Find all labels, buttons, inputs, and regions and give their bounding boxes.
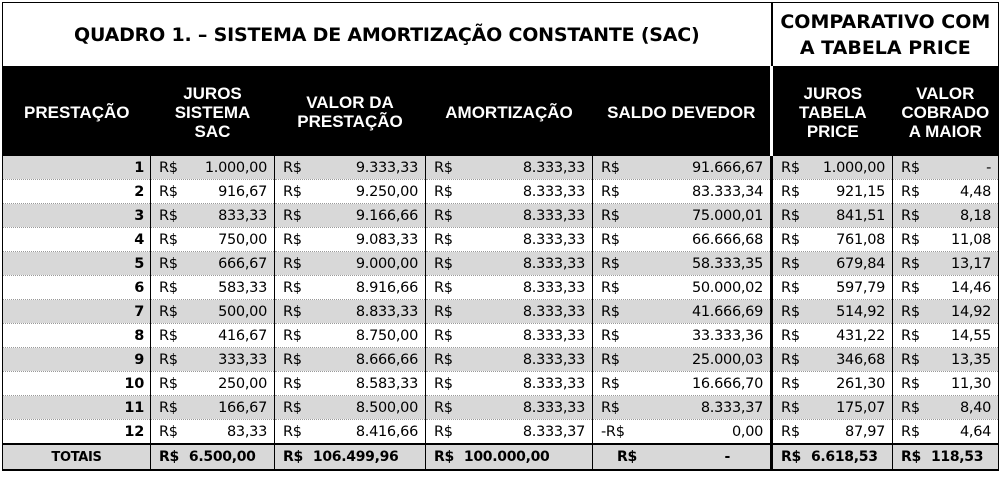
cell-juros-sac-value: 666,67: [218, 255, 267, 272]
cell-juros-price-currency: R$: [781, 159, 800, 176]
cell-valor-prestacao-value: 8.750,00: [355, 327, 418, 344]
totals-saldo-value: -: [724, 449, 731, 465]
cell-juros-sac-currency: R$: [159, 375, 178, 392]
cell-amortizacao: [426, 252, 593, 276]
cell-valor-cobrado-currency: R$: [901, 327, 920, 344]
header-valor-prestacao-line2: PRESTAÇÃO: [297, 112, 403, 131]
cell-juros-sac: [151, 204, 275, 228]
comparison-title-line2: A TABELA PRICE: [799, 36, 971, 59]
cell-juros-price: [772, 420, 893, 445]
cell-juros-price-currency: R$: [781, 423, 800, 440]
totals-prestacao: [275, 444, 426, 470]
table-row: [3, 372, 999, 396]
cell-saldo-devedor: [593, 300, 772, 324]
cell-juros-price-value: 261,30: [836, 375, 886, 392]
cell-valor-cobrado: [893, 204, 999, 228]
cell-saldo-devedor-currency: R$: [601, 279, 620, 296]
totals-prestacao-value: 106.499,96: [312, 449, 399, 465]
cell-valor-cobrado-currency: R$: [901, 255, 920, 272]
cell-saldo-devedor-value: 75.000,01: [691, 207, 764, 224]
cell-valor-cobrado-currency: R$: [901, 183, 920, 200]
cell-valor-prestacao-value: 8.583,33: [355, 375, 418, 392]
cell-juros-price-currency: R$: [781, 327, 800, 344]
cell-juros-sac-value: 583,33: [218, 279, 267, 296]
cell-valor-prestacao-value: 9.333,33: [355, 159, 418, 176]
cell-amortizacao: [426, 324, 593, 348]
cell-amortizacao-currency: R$: [434, 303, 453, 320]
header-row: [3, 67, 999, 156]
cell-juros-price: [772, 180, 893, 204]
cell-valor-prestacao-value: 8.416,66: [355, 423, 418, 440]
cell-valor-prestacao-value: 8.666,66: [355, 351, 418, 368]
cell-juros-sac-value: 416,67: [218, 327, 267, 344]
cell-valor-prestacao-currency: R$: [283, 351, 302, 368]
cell-amortizacao-currency: R$: [434, 423, 453, 440]
table-row: [3, 420, 999, 445]
cell-valor-cobrado-value: 11,08: [951, 231, 992, 248]
totals-cobrado-currency: R$: [901, 449, 921, 465]
cell-juros-price-value: 597,79: [836, 279, 886, 296]
cell-juros-sac-currency: R$: [159, 231, 178, 248]
cell-saldo-devedor: [593, 204, 772, 228]
cell-saldo-devedor-currency: R$: [601, 207, 620, 224]
cell-valor-prestacao-value: 9.166,66: [355, 207, 418, 224]
cell-juros-price-value: 175,07: [836, 399, 886, 416]
cell-juros-price-value: 346,68: [836, 351, 886, 368]
totals-saldo-currency: R$: [617, 449, 637, 465]
cell-valor-cobrado: [893, 228, 999, 252]
cell-valor-cobrado-value: 14,55: [951, 327, 992, 344]
cell-valor-cobrado: [893, 396, 999, 420]
cell-juros-sac-currency: R$: [159, 159, 178, 176]
cell-amortizacao-currency: R$: [434, 351, 453, 368]
cell-juros-price-currency: R$: [781, 303, 800, 320]
cell-amortizacao-currency: R$: [434, 231, 453, 248]
cell-valor-prestacao-value: 9.000,00: [355, 255, 418, 272]
cell-valor-prestacao: [275, 348, 426, 372]
table-row: [3, 252, 999, 276]
cell-juros-price-currency: R$: [781, 351, 800, 368]
cell-saldo-devedor-currency: R$: [601, 327, 620, 344]
cell-valor-cobrado: [893, 420, 999, 445]
cell-saldo-devedor-currency: R$: [601, 231, 620, 248]
cell-valor-cobrado: [893, 372, 999, 396]
cell-saldo-devedor-value: 25.000,03: [691, 351, 764, 368]
cell-saldo-devedor-currency: R$: [601, 375, 620, 392]
cell-juros-price-value: 431,22: [836, 327, 886, 344]
cell-saldo-devedor: [593, 348, 772, 372]
totals-juros-currency: R$: [159, 449, 179, 465]
cell-valor-prestacao-value: 8.500,00: [355, 399, 418, 416]
cell-amortizacao-currency: R$: [434, 279, 453, 296]
cell-saldo-devedor: [593, 228, 772, 252]
cell-amortizacao-value: 8.333,33: [522, 375, 585, 392]
cell-saldo-devedor-currency: R$: [601, 183, 620, 200]
cell-juros-sac: [151, 324, 275, 348]
cell-valor-cobrado-currency: R$: [901, 231, 920, 248]
header-valor-prestacao-line1: VALOR DA: [306, 93, 394, 112]
totals-saldo: [593, 444, 772, 470]
cell-juros-price: [772, 204, 893, 228]
cell-juros-sac-value: 166,67: [218, 399, 267, 416]
cell-amortizacao-currency: R$: [434, 399, 453, 416]
cell-valor-prestacao: [275, 204, 426, 228]
row-number: 6: [3, 276, 151, 300]
cell-amortizacao: [426, 300, 593, 324]
cell-amortizacao: [426, 204, 593, 228]
cell-saldo-devedor-value: 83.333,34: [691, 183, 764, 200]
comparison-title-line1: COMPARATIVO COM: [780, 10, 991, 33]
cell-saldo-devedor-value: 16.666,70: [691, 375, 764, 392]
cell-valor-cobrado: [893, 276, 999, 300]
cell-juros-sac-currency: R$: [159, 207, 178, 224]
cell-amortizacao: [426, 180, 593, 204]
comparison-title: [772, 3, 999, 68]
cell-juros-sac-value: 1.000,00: [204, 159, 267, 176]
cell-valor-prestacao-value: 9.250,00: [355, 183, 418, 200]
header-juros-price: [772, 67, 893, 156]
sac-table-sheet: [2, 2, 998, 500]
table-title: QUADRO 1. – SISTEMA DE AMORTIZAÇÃO CONSTANTE (SAC): [3, 3, 772, 68]
cell-saldo-devedor-currency: R$: [601, 351, 620, 368]
cell-saldo-devedor: [593, 396, 772, 420]
table-row: [3, 324, 999, 348]
table-row: [3, 276, 999, 300]
cell-juros-price: [772, 324, 893, 348]
cell-juros-price-currency: R$: [781, 375, 800, 392]
cell-juros-sac-currency: R$: [159, 399, 178, 416]
cell-juros-price: [772, 156, 893, 180]
cell-saldo-devedor: [593, 324, 772, 348]
cell-valor-prestacao: [275, 372, 426, 396]
cell-juros-sac: [151, 372, 275, 396]
cell-saldo-devedor: [593, 156, 772, 180]
cell-saldo-devedor: [593, 252, 772, 276]
cell-juros-sac: [151, 180, 275, 204]
cell-juros-sac-currency: R$: [159, 255, 178, 272]
cell-valor-cobrado-currency: R$: [901, 279, 920, 296]
cell-juros-sac: [151, 252, 275, 276]
cell-juros-sac-currency: R$: [159, 423, 178, 440]
cell-valor-cobrado-value: 14,46: [951, 279, 992, 296]
cell-valor-cobrado-currency: R$: [901, 375, 920, 392]
cell-valor-prestacao: [275, 300, 426, 324]
cell-juros-sac-value: 916,67: [218, 183, 267, 200]
cell-amortizacao: [426, 348, 593, 372]
cell-saldo-devedor-value: 8.333,37: [700, 399, 764, 416]
cell-saldo-devedor-currency: R$: [601, 303, 620, 320]
cell-amortizacao: [426, 372, 593, 396]
cell-juros-sac-value: 333,33: [218, 351, 267, 368]
cell-juros-sac: [151, 228, 275, 252]
cell-amortizacao-currency: R$: [434, 207, 453, 224]
header-valor-cobrado-line1: VALOR: [916, 83, 975, 103]
cell-juros-sac: [151, 156, 275, 180]
cell-valor-cobrado-value: -: [986, 159, 992, 176]
row-number: 2: [3, 180, 151, 204]
cell-valor-prestacao-currency: R$: [283, 399, 302, 416]
cell-valor-prestacao: [275, 420, 426, 445]
row-number: 11: [3, 396, 151, 420]
cell-valor-cobrado-currency: R$: [901, 351, 920, 368]
cell-valor-prestacao: [275, 180, 426, 204]
cell-juros-price: [772, 252, 893, 276]
cell-valor-prestacao: [275, 276, 426, 300]
totals-juros-price-value: 6.618,53: [810, 449, 878, 465]
cell-amortizacao: [426, 396, 593, 420]
table-row: [3, 348, 999, 372]
row-number: 7: [3, 300, 151, 324]
cell-amortizacao-currency: R$: [434, 327, 453, 344]
cell-valor-prestacao: [275, 252, 426, 276]
totals-juros-value: 6.500,00: [188, 449, 256, 465]
cell-saldo-devedor-value: 50.000,02: [691, 279, 764, 296]
cell-valor-cobrado-currency: R$: [901, 399, 920, 416]
header-saldo-devedor: SALDO DEVEDOR: [593, 67, 772, 156]
totals-amortizacao: [426, 444, 593, 470]
cell-valor-cobrado-value: 13,35: [951, 351, 992, 368]
table-row: [3, 396, 999, 420]
table-body: [3, 156, 999, 444]
row-number: 4: [3, 228, 151, 252]
cell-amortizacao-value: 8.333,33: [522, 255, 585, 272]
cell-amortizacao: [426, 276, 593, 300]
cell-valor-cobrado-currency: R$: [901, 159, 920, 176]
cell-valor-prestacao: [275, 324, 426, 348]
cell-valor-prestacao: [275, 156, 426, 180]
header-valor-prestacao: [275, 67, 426, 156]
totals-juros-price: [772, 444, 893, 470]
cell-juros-price-currency: R$: [781, 399, 800, 416]
cell-amortizacao-value: 8.333,37: [522, 423, 585, 440]
cell-juros-sac-currency: R$: [159, 183, 178, 200]
cell-saldo-devedor: [593, 180, 772, 204]
row-number: 1: [3, 156, 151, 180]
cell-saldo-devedor: [593, 276, 772, 300]
cell-valor-prestacao-currency: R$: [283, 423, 302, 440]
row-number: 5: [3, 252, 151, 276]
cell-juros-sac-currency: R$: [159, 351, 178, 368]
cell-valor-cobrado: [893, 324, 999, 348]
cell-juros-sac: [151, 300, 275, 324]
cell-saldo-devedor-currency: R$: [601, 399, 620, 416]
cell-juros-price-value: 514,92: [836, 303, 886, 320]
cell-juros-sac-currency: R$: [159, 279, 178, 296]
cell-juros-sac-value: 500,00: [218, 303, 267, 320]
header-juros-sac: [151, 67, 275, 156]
totals-row: [3, 444, 999, 470]
header-valor-cobrado: [893, 67, 999, 156]
cell-juros-sac: [151, 396, 275, 420]
totals-cobrado-value: 118,53: [930, 449, 984, 465]
cell-valor-prestacao-currency: R$: [283, 303, 302, 320]
cell-juros-price: [772, 228, 893, 252]
sac-table: [2, 2, 999, 471]
header-juros-sac-line2: SISTEMA: [174, 102, 251, 122]
cell-saldo-devedor-value: 91.666,67: [691, 159, 764, 176]
cell-juros-price-currency: R$: [781, 183, 800, 200]
totals-juros: [151, 444, 275, 470]
cell-juros-sac-value: 83,33: [226, 423, 267, 440]
cell-amortizacao-currency: R$: [434, 159, 453, 176]
cell-juros-price-currency: R$: [781, 279, 800, 296]
cell-juros-sac-currency: R$: [159, 303, 178, 320]
cell-saldo-devedor-currency: R$: [601, 159, 620, 176]
cell-valor-prestacao-value: 8.916,66: [355, 279, 418, 296]
cell-juros-sac-value: 750,00: [218, 231, 267, 248]
cell-amortizacao-currency: R$: [434, 183, 453, 200]
cell-amortizacao: [426, 156, 593, 180]
cell-juros-price-value: 1.000,00: [822, 159, 886, 176]
cell-saldo-devedor: [593, 372, 772, 396]
totals-cobrado: [893, 444, 999, 470]
cell-juros-price-value: 841,51: [836, 207, 886, 224]
cell-amortizacao-value: 8.333,33: [522, 399, 585, 416]
cell-amortizacao-value: 8.333,33: [522, 327, 585, 344]
cell-valor-cobrado-value: 13,17: [951, 255, 992, 272]
cell-juros-price: [772, 348, 893, 372]
totals-prestacao-currency: R$: [283, 449, 303, 465]
totals-juros-price-currency: R$: [781, 449, 801, 465]
cell-amortizacao-value: 8.333,33: [522, 231, 585, 248]
cell-valor-cobrado-currency: R$: [901, 303, 920, 320]
cell-juros-price-value: 761,08: [836, 231, 886, 248]
cell-valor-prestacao-value: 9.083,33: [355, 231, 418, 248]
row-number: 3: [3, 204, 151, 228]
cell-juros-price: [772, 276, 893, 300]
cell-juros-price-value: 921,15: [836, 183, 886, 200]
cell-valor-prestacao-currency: R$: [283, 231, 302, 248]
header-valor-cobrado-line3: A MAIOR: [908, 121, 982, 141]
cell-amortizacao: [426, 420, 593, 445]
cell-amortizacao-value: 8.333,33: [522, 207, 585, 224]
cell-amortizacao-currency: R$: [434, 255, 453, 272]
row-number: 12: [3, 420, 151, 445]
header-juros-price-line3: PRICE: [806, 121, 859, 141]
row-number: 8: [3, 324, 151, 348]
table-row: [3, 204, 999, 228]
header-juros-sac-line3: SAC: [194, 121, 231, 141]
cell-saldo-devedor: [593, 420, 772, 445]
cell-amortizacao-value: 8.333,33: [522, 279, 585, 296]
cell-valor-prestacao: [275, 228, 426, 252]
cell-valor-cobrado-currency: R$: [901, 423, 920, 440]
cell-juros-sac: [151, 420, 275, 445]
cell-valor-prestacao-currency: R$: [283, 255, 302, 272]
totals-amortizacao-value: 100.000,00: [463, 449, 550, 465]
header-juros-price-line2: TABELA: [798, 102, 867, 122]
title-row: [3, 3, 999, 68]
cell-valor-cobrado: [893, 180, 999, 204]
cell-valor-prestacao-value: 8.833,33: [355, 303, 418, 320]
cell-amortizacao-value: 8.333,33: [522, 303, 585, 320]
cell-amortizacao: [426, 228, 593, 252]
cell-valor-prestacao-currency: R$: [283, 159, 302, 176]
cell-saldo-devedor-value: 66.666,68: [691, 231, 764, 248]
cell-valor-prestacao-currency: R$: [283, 375, 302, 392]
cell-juros-price: [772, 396, 893, 420]
table-row: [3, 156, 999, 180]
cell-valor-cobrado-value: 14,92: [951, 303, 992, 320]
cell-valor-cobrado-currency: R$: [901, 207, 920, 224]
header-valor-cobrado-line2: COBRADO: [901, 102, 990, 122]
cell-valor-cobrado: [893, 300, 999, 324]
cell-amortizacao-value: 8.333,33: [522, 159, 585, 176]
cell-valor-prestacao: [275, 396, 426, 420]
header-prestacao: PRESTAÇÃO: [3, 67, 151, 156]
cell-juros-sac-value: 833,33: [218, 207, 267, 224]
cell-valor-cobrado: [893, 156, 999, 180]
row-number: 9: [3, 348, 151, 372]
cell-valor-cobrado: [893, 252, 999, 276]
cell-juros-price-currency: R$: [781, 207, 800, 224]
cell-valor-cobrado: [893, 348, 999, 372]
cell-juros-price: [772, 372, 893, 396]
totals-amortizacao-currency: R$: [434, 449, 454, 465]
cell-juros-price-currency: R$: [781, 255, 800, 272]
cell-valor-prestacao-currency: R$: [283, 279, 302, 296]
cell-juros-price-value: 87,97: [845, 423, 886, 440]
totals-label: TOTAIS: [3, 444, 151, 470]
cell-saldo-devedor-value: 0,00: [731, 423, 764, 440]
cell-juros-price-currency: R$: [781, 231, 800, 248]
cell-juros-sac: [151, 348, 275, 372]
cell-valor-prestacao-currency: R$: [283, 183, 302, 200]
cell-valor-prestacao-currency: R$: [283, 207, 302, 224]
cell-valor-cobrado-value: 8,18: [959, 207, 992, 224]
cell-valor-cobrado-value: 4,48: [959, 183, 992, 200]
cell-saldo-devedor-value: 33.333,36: [691, 327, 764, 344]
header-juros-sac-line1: JUROS: [183, 83, 242, 103]
cell-amortizacao-value: 8.333,33: [522, 351, 585, 368]
table-row: [3, 180, 999, 204]
row-number: 10: [3, 372, 151, 396]
cell-amortizacao-currency: R$: [434, 375, 453, 392]
cell-juros-sac-value: 250,00: [218, 375, 267, 392]
table-row: [3, 228, 999, 252]
cell-juros-price: [772, 300, 893, 324]
cell-juros-sac: [151, 276, 275, 300]
cell-valor-cobrado-value: 11,30: [951, 375, 992, 392]
cell-juros-sac-currency: R$: [159, 327, 178, 344]
cell-saldo-devedor-value: 58.333,35: [691, 255, 764, 272]
cell-juros-price-value: 679,84: [836, 255, 886, 272]
cell-amortizacao-value: 8.333,33: [522, 183, 585, 200]
cell-valor-prestacao-currency: R$: [283, 327, 302, 344]
header-juros-price-line1: JUROS: [803, 83, 863, 103]
cell-saldo-devedor-currency: -R$: [601, 423, 625, 440]
cell-valor-cobrado-value: 8,40: [959, 399, 992, 416]
cell-saldo-devedor-value: 41.666,69: [691, 303, 764, 320]
cell-valor-cobrado-value: 4,64: [959, 423, 992, 440]
header-amortizacao: AMORTIZAÇÃO: [426, 67, 593, 156]
table-row: [3, 300, 999, 324]
cell-saldo-devedor-currency: R$: [601, 255, 620, 272]
